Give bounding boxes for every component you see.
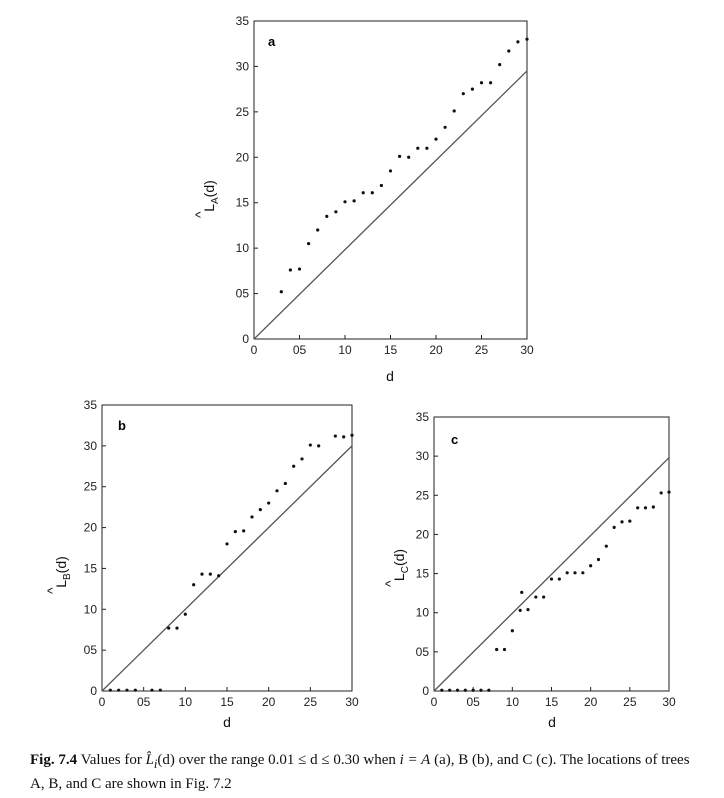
data-point — [628, 520, 631, 523]
x-tick-label: 10 — [505, 695, 520, 709]
x-tick-label: 15 — [544, 695, 559, 709]
y-axis-label-hat: ^ — [44, 587, 60, 594]
data-point — [542, 595, 545, 598]
x-axis-label: d — [548, 714, 556, 730]
y-axis-label-main: L — [53, 580, 69, 588]
data-point — [636, 506, 639, 509]
y-axis-label-hat: ^ — [382, 580, 398, 587]
y-tick-label: 10 — [415, 605, 429, 620]
y-tick-label: 15 — [235, 195, 249, 210]
data-point — [472, 689, 475, 692]
x-tick-label: 25 — [303, 695, 318, 709]
y-axis-label — [382, 549, 411, 587]
caption-rest: (a), B (b), and C (c). The locations of trees A, B, and C are shown in Fig. 7.2 — [30, 752, 690, 792]
figure-label: Fig. 7.4 — [30, 752, 78, 768]
data-point — [520, 591, 523, 594]
y-tick-label: 15 — [83, 561, 97, 576]
caption-condition: i = A — [399, 752, 431, 768]
y-tick-label: 0 — [422, 684, 429, 698]
data-point — [660, 491, 663, 494]
x-axis-label: d — [223, 714, 231, 730]
x-tick-label: 20 — [429, 343, 443, 357]
data-point — [558, 577, 561, 580]
y-tick-label: 30 — [415, 449, 429, 464]
x-tick-label: 20 — [261, 695, 276, 709]
panel-tag: a — [268, 34, 276, 49]
data-point — [526, 608, 529, 611]
y-axis — [416, 410, 438, 698]
x-tick-label: 25 — [474, 343, 489, 357]
caption-sub-i: i — [153, 757, 158, 771]
panel-tag: b — [118, 418, 126, 433]
data-point — [479, 689, 482, 692]
x-tick-label: 30 — [520, 343, 534, 357]
data-point — [667, 491, 670, 494]
caption-l-hat: L̂ — [145, 752, 154, 768]
y-axis-label-sub: C — [400, 566, 411, 574]
data-point — [487, 689, 490, 692]
data-point — [597, 558, 600, 561]
y-tick-label: 10 — [235, 241, 249, 256]
data-point — [620, 520, 623, 523]
x-tick-label: 05 — [292, 343, 307, 357]
x-tick-label: 25 — [623, 695, 637, 709]
caption-range: over the range 0.01 ≤ d ≤ 0.30 when — [174, 752, 400, 768]
plot-frame — [434, 417, 669, 691]
data-point — [495, 648, 498, 651]
caption-values-for: Values for — [80, 752, 146, 768]
data-point — [589, 564, 592, 567]
y-axis-label-arg: (d) — [391, 548, 407, 567]
x-tick-label: 30 — [345, 695, 359, 709]
data-point — [464, 689, 467, 692]
x-tick-label: 0 — [250, 343, 258, 357]
x-tick-label: 0 — [98, 695, 106, 709]
data-point — [605, 545, 608, 548]
y-tick-label: 25 — [83, 479, 97, 494]
data-point — [440, 689, 443, 692]
y-tick-label: 20 — [83, 520, 97, 535]
x-tick-label: 15 — [220, 695, 234, 709]
x-tick-label: 15 — [383, 343, 398, 357]
data-point — [566, 571, 569, 574]
y-axis-label-main: L — [391, 573, 407, 582]
x-tick-label: 20 — [583, 695, 598, 709]
y-tick-label: 0 — [242, 332, 249, 346]
data-points — [440, 491, 670, 692]
y-tick-label: 20 — [415, 527, 429, 542]
data-point — [511, 629, 514, 632]
y-tick-label: 0 — [90, 684, 97, 698]
y-tick-label: 35 — [83, 398, 97, 412]
y-tick-label: 30 — [83, 438, 97, 453]
y-tick-label: 30 — [235, 59, 249, 74]
x-tick-label: 05 — [466, 695, 480, 709]
y-tick-label: 05 — [83, 643, 97, 658]
y-tick-label: 25 — [235, 104, 249, 119]
y-tick-label: 05 — [235, 286, 249, 301]
data-point — [652, 505, 655, 508]
data-point — [519, 609, 522, 612]
x-tick-label: 0 — [430, 695, 438, 709]
y-tick-label: 15 — [415, 566, 429, 581]
data-point — [613, 526, 616, 529]
data-point — [534, 595, 537, 598]
data-point — [581, 571, 584, 574]
x-tick-label: 05 — [136, 695, 151, 709]
x-tick-label: 10 — [178, 695, 193, 709]
y-tick-label: 35 — [415, 410, 429, 424]
y-tick-label: 35 — [235, 14, 249, 28]
data-point — [573, 571, 576, 574]
y-tick-label: 10 — [83, 602, 97, 617]
y-axis-label-main: L — [201, 204, 217, 212]
x-tick-label: 30 — [662, 695, 676, 709]
data-point — [644, 506, 647, 509]
data-point — [448, 689, 451, 692]
svg-text:LC(d) — [391, 549, 411, 581]
reference-line — [434, 458, 669, 691]
y-axis-label-arg: (d) — [201, 180, 217, 198]
x-tick-label: 10 — [338, 343, 352, 357]
y-axis-label-sub: B — [62, 573, 73, 580]
y-tick-label: 20 — [235, 150, 249, 165]
y-axis-label-sub: A — [210, 197, 221, 204]
x-axis — [431, 687, 676, 709]
x-axis-label: d — [386, 368, 394, 384]
data-point — [456, 689, 459, 692]
figure-caption — [30, 750, 698, 794]
data-point — [503, 648, 506, 651]
caption-d: (d) — [157, 752, 175, 768]
y-axis-label-hat: ^ — [192, 211, 208, 218]
panel-tag: c — [451, 432, 459, 447]
y-axis-label-arg: (d) — [53, 556, 69, 574]
y-tick-label: 25 — [415, 488, 429, 503]
data-point — [550, 577, 553, 580]
y-tick-label: 05 — [415, 644, 429, 659]
